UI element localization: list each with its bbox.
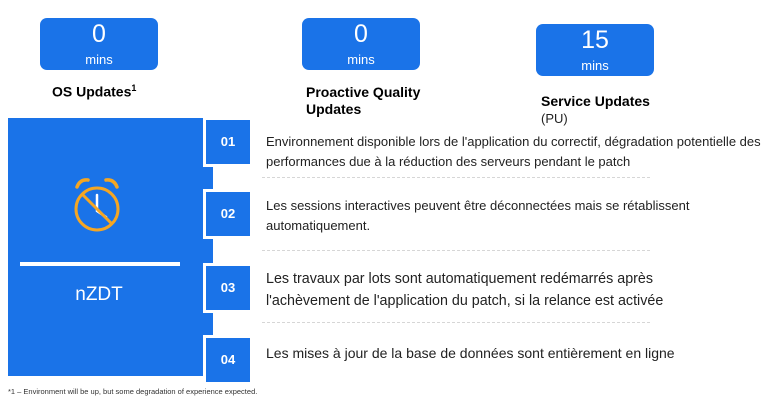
quality-updates-value: 0	[354, 20, 368, 48]
os-updates-label-text: OS Updates	[52, 83, 132, 100]
os-updates-unit: mins	[85, 52, 113, 67]
nzdt-divider	[20, 262, 180, 266]
service-updates-tile	[536, 24, 654, 76]
step-text-03: Les travaux par lots sont automatiquement redémarrés après l'achèvement de l'application du patch, si la relance est activée	[266, 271, 664, 309]
separator	[262, 250, 650, 251]
service-updates-sublabel: (PU)	[541, 111, 568, 126]
quality-updates-unit: mins	[347, 52, 375, 67]
footnote: *1 – Environment will be up, but some degradation of experience expected.	[8, 387, 258, 396]
quality-updates-label: Proactive Quality Updates	[306, 84, 421, 117]
service-updates-label	[541, 93, 650, 127]
step-badge-04: 04	[206, 338, 250, 382]
step-badge-02: 02	[206, 192, 250, 236]
os-updates-footnote-mark: 1	[131, 83, 137, 93]
nzdt-label: nZDT	[75, 284, 123, 305]
separator	[262, 322, 650, 323]
quality-updates-tile	[302, 18, 420, 70]
os-updates-label	[52, 80, 136, 101]
nzdt-panel	[8, 118, 213, 376]
service-updates-label-text: Service Updates	[541, 93, 650, 109]
os-updates-tile	[40, 18, 158, 70]
os-updates-value: 0	[92, 20, 106, 48]
step-text-02: Les sessions interactives peuvent être déconnectées mais se rétablissent automatiquement.	[266, 198, 690, 233]
step-text-01: Environnement disponible lors de l'application du correctif, dégradation potentielle des performances due à la réduction des serveurs pendant le patch	[266, 134, 761, 169]
service-updates-unit: mins	[581, 58, 609, 73]
step-text-04: Les mises à jour de la base de données sont entièrement en ligne	[266, 345, 675, 361]
service-updates-value: 15	[581, 26, 609, 54]
alarm-clock-no-icon	[67, 175, 127, 237]
step-badge-01: 01	[206, 120, 250, 164]
separator	[262, 177, 650, 178]
step-badge-03: 03	[206, 266, 250, 310]
